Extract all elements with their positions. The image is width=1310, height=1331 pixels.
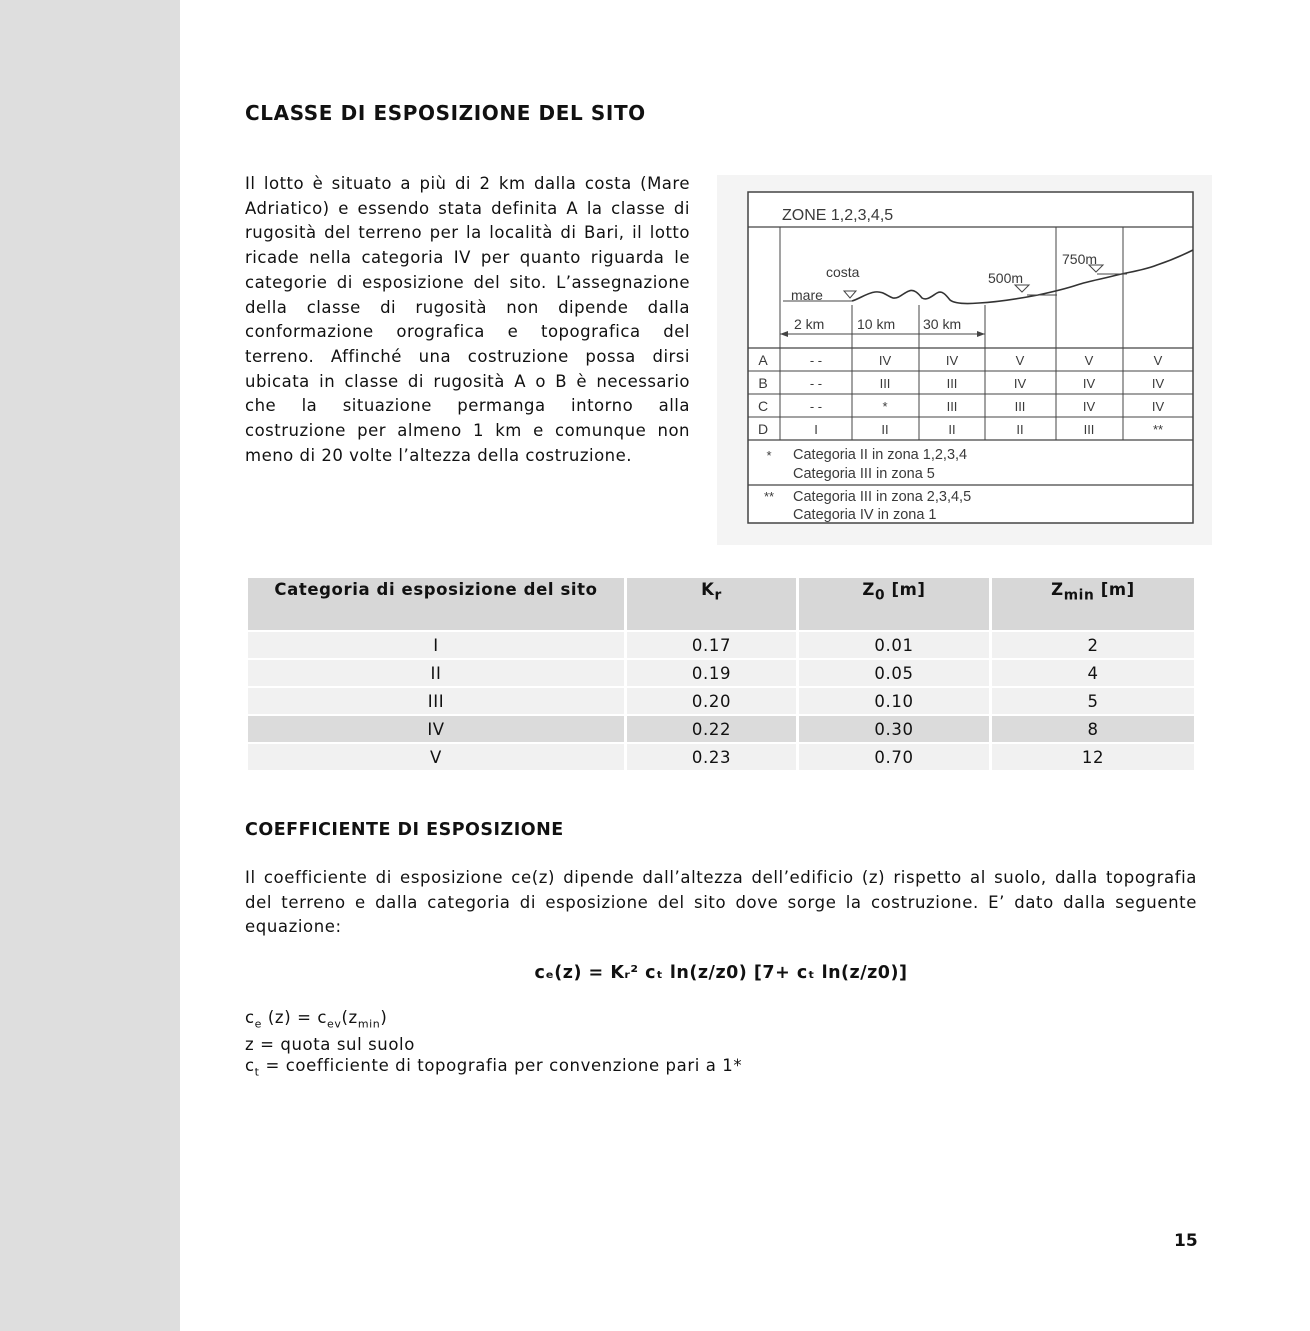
header-category: Categoria di esposizione del sito: [248, 578, 624, 630]
ct-text: = coefficiente di topografia per convenzione pari a 1*: [259, 1056, 743, 1076]
z0-subscript: 0: [874, 587, 886, 604]
cev-subscript: ev: [327, 1017, 342, 1031]
kr-subscript: r: [714, 587, 722, 604]
page-number: 15: [1174, 1231, 1198, 1251]
exposure-category-table: [245, 576, 1197, 772]
definition-ce: [245, 1007, 742, 1034]
intro-paragraph: Il lotto è situato a più di 2 km dalla costa (Mare Adriatico) e essendo stata definita A la classe di rugosità del terreno per la località di Bari, il lotto ricade nella categoria IV per quanto riguarda le categorie di esposizione del sito. L’assegnazione della classe di rugosità non dipende dalla conformazione orografica e topografica del terreno. Affinché una costruzione possa dirsi ubicata in classe di rugosità A o B è necessario che la situazione permanga intorno alla costruzione per almeno 1 km e comunque non meno di 20 volte l’altezza della costruzione.: [245, 174, 690, 465]
ct-symbol: c: [245, 1056, 255, 1076]
grid-cell: II: [881, 422, 889, 437]
roughness-class-figure: [717, 175, 1212, 545]
class-b: B: [758, 375, 768, 391]
note-2-line1: Categoria III in zona 2,3,4,5: [793, 489, 972, 505]
cell-category: I: [248, 632, 624, 658]
grid-cell: III: [1014, 399, 1026, 414]
kr-symbol: K: [701, 580, 715, 599]
grid-cell: IV: [945, 353, 959, 368]
costa-label: costa: [826, 264, 860, 280]
header-zmin: [992, 578, 1194, 630]
section-title: CLASSE DI ESPOSIZIONE DEL SITO: [245, 101, 646, 125]
cell-kr: 0.20: [627, 688, 796, 714]
grid-cell: - -: [809, 353, 823, 368]
grid-cell: *: [882, 399, 888, 414]
cell-z0: 0.30: [799, 716, 989, 742]
exposure-equation: cₑ(z) = Kᵣ² cₜ ln(z/z0) [7+ cₜ ln(z/z0)]: [534, 963, 908, 983]
zmin-subscript: min: [357, 1017, 381, 1031]
grid-cell: **: [1152, 422, 1164, 437]
ct-subscript: t: [254, 1065, 260, 1079]
cell-zmin: 5: [992, 688, 1194, 714]
grid-cell: III: [946, 399, 958, 414]
cell-zmin: 8: [992, 716, 1194, 742]
grid-cell: III: [946, 376, 958, 391]
definition-z: z = quota sul suolo: [245, 1035, 415, 1055]
dist-2km-label: 2 km: [794, 316, 825, 332]
dist-30km-label: 30 km: [923, 316, 962, 332]
table-row: [248, 744, 1194, 770]
grid-cell: IV: [1082, 399, 1096, 414]
cell-category: V: [248, 744, 624, 770]
note-1-line1: Categoria II in zona 1,2,3,4: [793, 447, 968, 463]
section2-paragraph: Il coefficiente di esposizione ce(z) dipende dall’altezza dell’edificio (z) rispetto al suolo, dalla topografia del terreno e dalla categoria di esposizione del sito dove sorge la costruzione. E’ dato dalla seguente equazione:: [245, 868, 1197, 937]
grid-cell: IV: [878, 353, 892, 368]
cell-category: IV: [248, 716, 624, 742]
table-row: [248, 688, 1194, 714]
class-c: C: [757, 398, 769, 414]
cell-zmin: 2: [992, 632, 1194, 658]
cell-z0: 0.10: [799, 688, 989, 714]
header-kr: [627, 578, 796, 630]
grid-cell: IV: [1151, 399, 1165, 414]
roughness-class-diagram: [717, 175, 1212, 545]
h500-label: 500m: [988, 270, 1024, 286]
class-d: D: [757, 421, 769, 437]
cell-z0: 0.05: [799, 660, 989, 686]
header-z0: [799, 578, 989, 630]
table-row-highlighted: [248, 716, 1194, 742]
equation-definitions: [245, 1007, 742, 1083]
cell-z0: 0.70: [799, 744, 989, 770]
cell-category: III: [248, 688, 624, 714]
cell-zmin: 12: [992, 744, 1194, 770]
table-row: [248, 632, 1194, 658]
z0-symbol: Z: [862, 580, 875, 599]
grid-cell: IV: [1013, 376, 1027, 391]
ce-symbol: c: [245, 1008, 255, 1027]
grid-cell: V: [1153, 353, 1163, 368]
grid-cell: II: [1016, 422, 1024, 437]
definition-ct: [245, 1055, 742, 1082]
cell-z0: 0.01: [799, 632, 989, 658]
grid-cell: IV: [1151, 376, 1165, 391]
grid-cell: I: [814, 422, 818, 437]
note-mark-2: **: [763, 489, 775, 504]
cell-zmin: 4: [992, 660, 1194, 686]
section2-title: COEFFICIENTE DI ESPOSIZIONE: [245, 820, 564, 840]
note-1-line2: Categoria III in zona 5: [793, 466, 935, 482]
ce-text-2: (z: [341, 1008, 358, 1027]
dist-10km-label: 10 km: [857, 316, 896, 332]
grid-cell: III: [1083, 422, 1095, 437]
table-row: [248, 660, 1194, 686]
grid-cell: - -: [809, 376, 823, 391]
note-2-line2: Categoria IV in zona 1: [793, 507, 937, 523]
zmin-symbol: Z: [1051, 580, 1064, 599]
class-a: A: [758, 352, 768, 368]
grid-cell: II: [948, 422, 956, 437]
zmin-unit: [m]: [1094, 580, 1135, 599]
cell-kr: 0.17: [627, 632, 796, 658]
table-header-row: [248, 578, 1194, 630]
grid-cell: - -: [809, 399, 823, 414]
mare-label: mare: [791, 287, 823, 303]
ce-text: (z) = c: [262, 1008, 328, 1027]
zmin-subscript: min: [1063, 587, 1095, 604]
grid-cell: V: [1084, 353, 1094, 368]
cell-category: II: [248, 660, 624, 686]
ce-subscript: e: [254, 1017, 263, 1031]
z0-unit: [m]: [885, 580, 926, 599]
grid-cell: IV: [1082, 376, 1096, 391]
grid-cell: III: [879, 376, 891, 391]
note-mark-1: *: [766, 448, 772, 463]
cell-kr: 0.19: [627, 660, 796, 686]
cell-kr: 0.23: [627, 744, 796, 770]
page-sidebar: [0, 0, 180, 1331]
grid-cell: V: [1015, 353, 1025, 368]
zone-label: ZONE 1,2,3,4,5: [782, 207, 894, 224]
ce-close: ): [380, 1008, 388, 1027]
h750-label: 750m: [1062, 251, 1098, 267]
cell-kr: 0.22: [627, 716, 796, 742]
